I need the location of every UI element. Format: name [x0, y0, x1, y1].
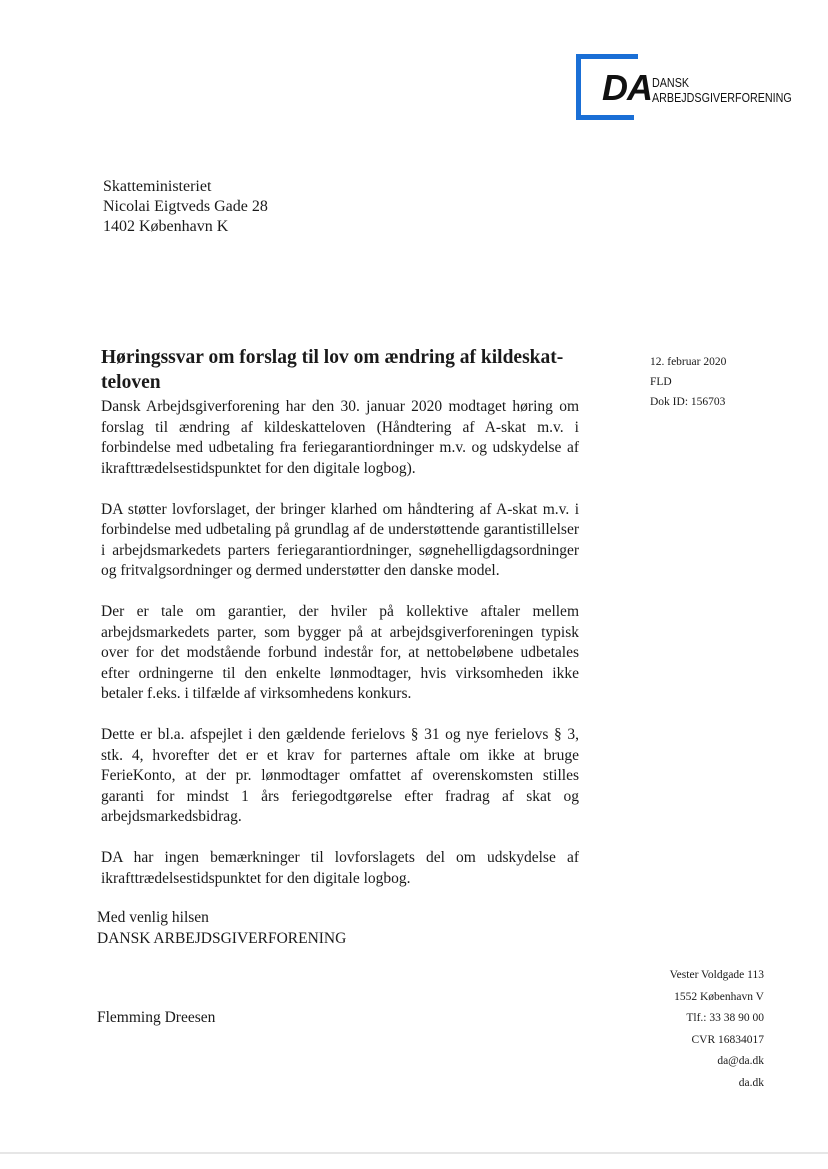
- contact-block: [670, 965, 764, 1094]
- recipient-address: [103, 177, 268, 237]
- contact-street: Vester Voldgade 113: [669, 969, 764, 981]
- recipient-city: 1402 København K: [103, 218, 229, 235]
- letter-body: [101, 397, 579, 910]
- recipient-name: Skatteministeriet: [103, 178, 212, 195]
- closing-greeting: Med venlig hilsen: [97, 909, 209, 926]
- scan-edge-line: [0, 1152, 828, 1154]
- contact-cvr: CVR 16834017: [691, 1033, 764, 1046]
- body-paragraph: Der er tale om garantier, der hviler på kollektive aftaler mellem arbejdsmarkedets parter, som bygger på at arbejdsgiverforeningen typisk over for det modstående forbund indestår for, at nettobeløbene udbetales efter ordningerne til den enkelte lønmodtager, hvis virksomheden ikke betaler f.eks. i tilfælde af virksomhedens konkurs.: [101, 603, 579, 702]
- contact-city: 1552 København V: [674, 990, 764, 1003]
- logo-wordmark: [652, 76, 792, 106]
- letter-closing: [97, 908, 346, 949]
- signer-name: Flemming Dreesen: [97, 1009, 216, 1026]
- logo-mark: DA: [602, 67, 652, 108]
- letter-title: Høringssvar om forslag til lov om ændring af kildeskatteloven: [101, 347, 564, 393]
- contact-phone: Tlf.: 33 38 90 00: [686, 1012, 764, 1024]
- logo-line-1: DANSK: [652, 76, 690, 90]
- body-paragraph: DA har ingen bemærkninger til lovforslagets del om udskydelse af ikrafttrædelsestidspunktet for den digitale logbog.: [101, 849, 579, 887]
- doc-id: Dok ID: 156703: [650, 396, 726, 408]
- logo-line-2: ARBEJDSGIVERFORENING: [652, 91, 792, 105]
- recipient-street: Nicolai Eigtveds Gade 28: [103, 198, 268, 215]
- logo-bracket-tip: [628, 54, 638, 59]
- da-logo: [576, 54, 792, 126]
- contact-email: da@da.dk: [717, 1055, 764, 1067]
- body-paragraph: Dette er bl.a. afspejlet i den gældende ferielovs § 31 og nye ferielovs § 3, stk. 4, hvorefter det er et krav for parternes aftale om ikke at bruge FerieKonto, at der pr. lønmodtager omfattet af overenskomsten stilles garanti for mindst 1 års feriegodtgørelse efter fradrag af skat og arbejdsmarkedsbidrag.: [101, 726, 579, 825]
- letter-meta: [650, 352, 726, 412]
- contact-web: da.dk: [738, 1076, 764, 1089]
- body-paragraph: DA støtter lovforslaget, der bringer klarhed om håndtering af A-skat m.v. i forbindelse med udbetaling på grundlag af de understøttende garantistillelser i arbejdsmarkedets parters feriegarantiordninger, søgnehelligdagsordninger og fritvalgsordninger og dermed understøtter den danske model.: [101, 500, 579, 579]
- closing-organization: DANSK ARBEJDSGIVERFORENING: [97, 929, 347, 947]
- letter-date: 12. februar 2020: [650, 356, 727, 368]
- letter-initials: FLD: [650, 376, 672, 388]
- body-paragraph: Dansk Arbejdsgiverforening har den 30. januar 2020 modtaget høring om forslag til ændring af kildeskatteloven (Håndtering af A-skat m.v. i forbindelse med udbetaling fra feriegarantiordninger m.v. og udskydelse af ikrafttrædelsestidspunktet for den digitale logbog).: [101, 398, 579, 477]
